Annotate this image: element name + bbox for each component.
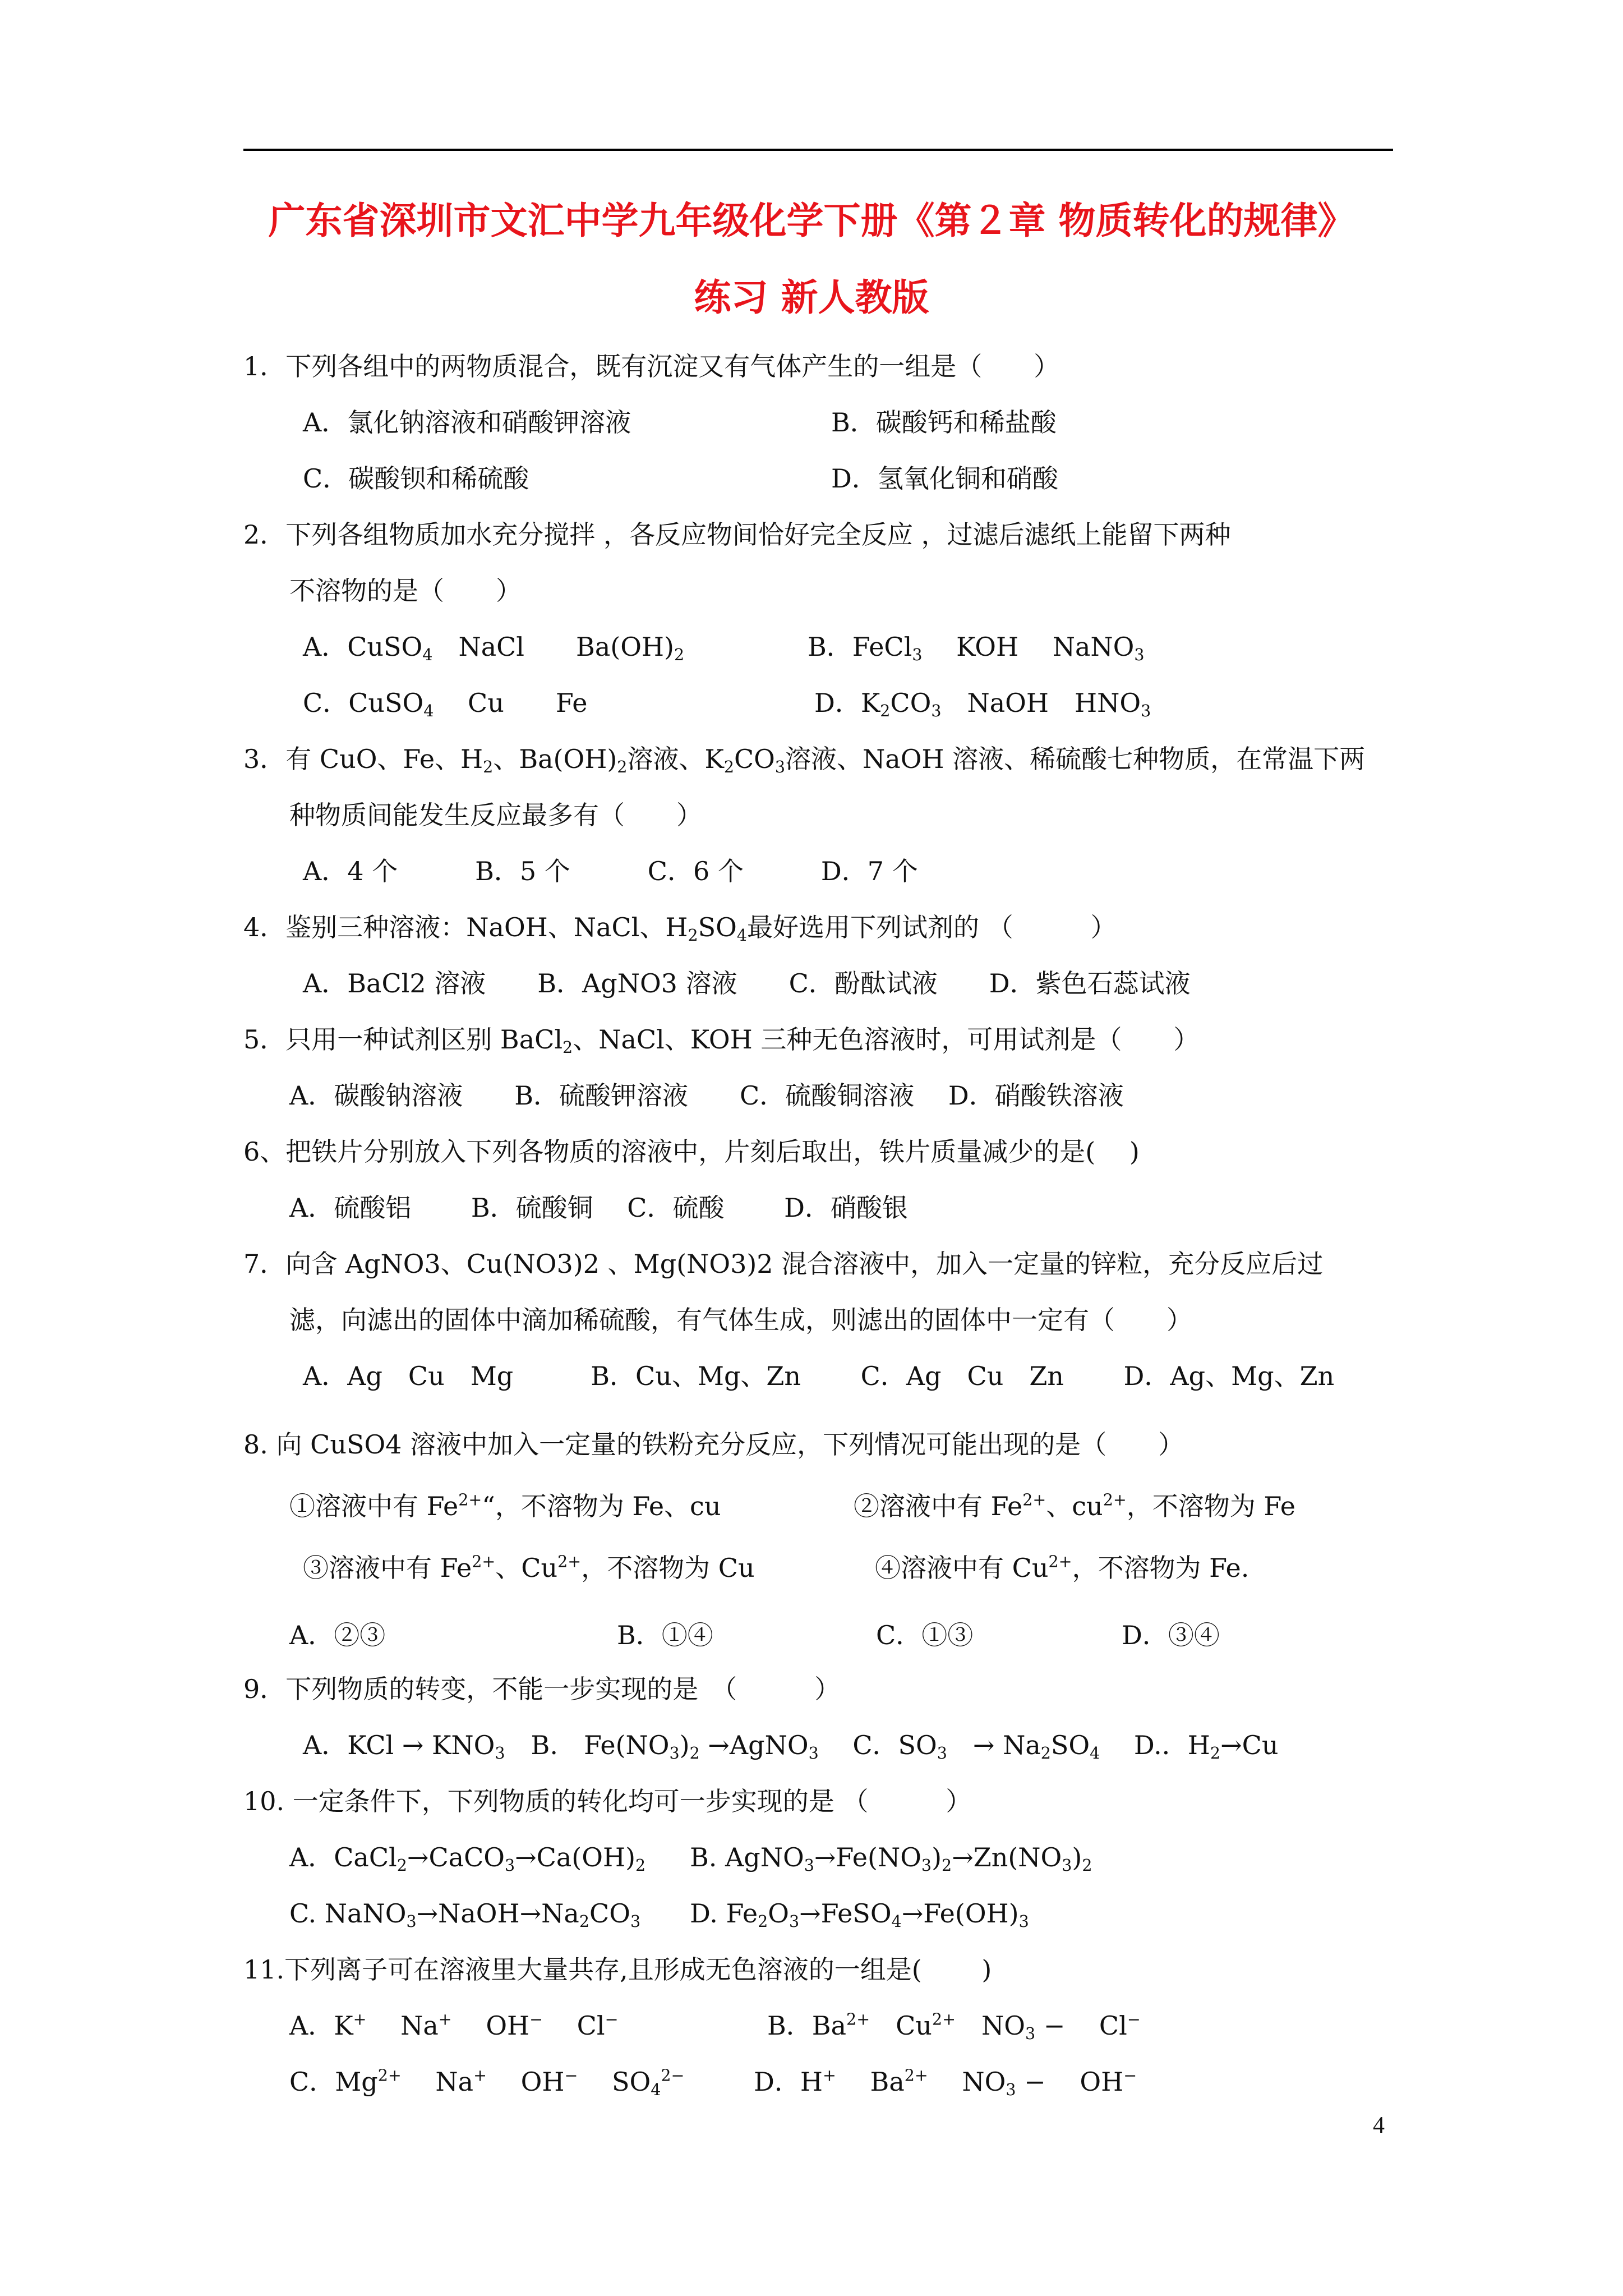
q10-option-c: C. $NaNO_3\to NaOH\to Na_2CO_3$ (289, 1898, 641, 1931)
q11-stem: 11.下列离子可在溶液里大量共存,且形成无色溶液的一组是( ) (243, 1954, 992, 1985)
q3-options: A．4 个 B．5 个 C．6 个 D．7 个 (303, 856, 918, 886)
q3-stem-line-2: 种物质间能发生反应最多有（ ） (289, 800, 702, 830)
q1-option-c: C．碳酸钡和稀硫酸 (303, 463, 529, 494)
q1-option-d: D．氢氧化铜和硝酸 (831, 463, 1058, 494)
q8-option-d: D．③④ (1122, 1620, 1220, 1650)
q10-option-b: B. $AgNO_3\to Fe(NO_3)_2\to Zn(NO_3)_2$ (690, 1842, 1092, 1875)
q6-stem: 6、把铁片分别放入下列各物质的溶液中，片刻后取出，铁片质量减少的是( ) (243, 1137, 1140, 1167)
q4-stem: 4．鉴别三种溶液：NaOH、NaCl、$H_2SO_4$最好选用下列试剂的 （ ） (243, 912, 1117, 945)
q8-option-a: A．②③ (289, 1620, 386, 1650)
q7-stem-line-2: 滤，向滤出的固体中滴加稀硫酸，有气体生成，则滤出的固体中一定有（ ） (289, 1305, 1192, 1335)
q7-stem-line-1: 7．向含 AgNO3、Cu(NO3)2 、Mg(NO3)2 混合溶液中，加入一定量的锌粒，充分反应后过 (243, 1249, 1324, 1279)
q11-option-d: D．H+ $Ba^{2+}$ $NO_3$ − OH− (754, 2066, 1137, 2099)
q8-statement-1: ①溶液中有 $Fe^{2+}“$，不溶物为 Fe、cu (289, 1490, 721, 1521)
q1-option-a: A．氯化钠溶液和硝酸钾溶液 (303, 407, 631, 438)
q10-stem: 10. 一定条件下，下列物质的转化均可一步实现的是 （ ） (243, 1786, 972, 1816)
q8-statement-2: ②溶液中有 $Fe^{2+}$、$cu^{2+}$，不溶物为 Fe (854, 1490, 1295, 1521)
q4-options: A．BaCl2 溶液 B．AgNO3 溶液 C．酚酞试液 D．紫色石蕊试液 (303, 968, 1191, 999)
q5-stem: 5．只用一种试剂区别 BaCl$_2$、NaCl、KOH 三种无色溶液时，可用试剂是（ ） (243, 1024, 1200, 1057)
q2-stem-line-2: 不溶物的是（ ） (289, 576, 522, 606)
q8-statement-4: ④溶液中有 $Cu^{2+}$，不溶物为 Fe. (875, 1552, 1249, 1583)
q1-stem: 1．下列各组中的两物质混合，既有沉淀又有气体产生的一组是（ ） (243, 351, 1060, 381)
q10-option-d: D. $Fe_2O_3\to FeSO_4\to Fe(OH)_3$ (690, 1898, 1029, 1931)
page-number: 4 (1373, 2113, 1385, 2138)
q3-stem-line-1: 3．有 CuO、Fe、$H_2$、$Ba(OH)_2$溶液、$K_2CO_3$溶液、NaOH 溶液、稀硫酸七种物质，在常温下两 (243, 744, 1366, 776)
q1-option-b: B．碳酸钙和稀盐酸 (831, 407, 1057, 438)
q5-options: A．碳酸钠溶液 B．硫酸钾溶液 C．硫酸铜溶液 D．硝酸铁溶液 (289, 1080, 1124, 1111)
q8-option-b: B．①④ (617, 1620, 713, 1650)
q7-options: A．Ag Cu Mg B．Cu、Mg、Zn C．Ag Cu Zn D．Ag、Mg、Zn (303, 1361, 1335, 1391)
q2-option-a: A．CuSO$_4$ NaCl $Ba(OH)_2$ (303, 632, 685, 664)
q10-option-a: A．$CaCl_2\to CaCO_3\to Ca(OH)_2$ (289, 1842, 646, 1875)
q11-option-a: A．K+ Na+ OH− Cl− (289, 2010, 619, 2041)
q9-stem: 9．下列物质的转变，不能一步实现的是 （ ） (243, 1674, 841, 1704)
q11-option-c: C．$Mg^{2+}$ Na+ OH− $SO_4^{2-}$ (289, 2066, 685, 2099)
q2-option-b: B．FeCl$_3$ KOH NaNO$_3$ (808, 632, 1145, 664)
q2-option-c: C．CuSO$_4$ Cu Fe (303, 688, 588, 720)
q2-option-d: D．$K_2CO_3$ NaOH $HNO_3$ (814, 688, 1151, 720)
q8-option-c: C．①③ (876, 1620, 974, 1650)
document-title-line-2: 练习 新人教版 (694, 275, 929, 319)
q6-options: A．硫酸铝 B．硫酸铜 C．硫酸 D．硝酸银 (289, 1193, 908, 1223)
q8-stem: 8. 向 CuSO4 溶液中加入一定量的铁粉充分反应，下列情况可能出现的是（ ） (243, 1429, 1184, 1460)
header-rule (243, 149, 1393, 151)
document-title-line-1: 广东省深圳市文汇中学九年级化学下册《第２章 物质转化的规律》 (268, 199, 1355, 242)
q2-stem-line-1: 2．下列各组物质加水充分搅拌 ，各反应物间恰好完全反应 ，过滤后滤纸上能留下两种 (243, 519, 1231, 550)
q9-options: A．KCl → $KNO_3$ B. $Fe(NO_3)_2$ →AgNO$_3$ C．$SO_3$ → $Na_2SO_4$ D.．$H_2\to Cu$ (303, 1730, 1279, 1763)
q8-statement-3: ③溶液中有 $Fe^{2+}$、$Cu^{2+}$，不溶物为 Cu (303, 1552, 755, 1583)
q11-option-b: B．$Ba^{2+}$ $Cu^{2+}$ $NO_3$ − Cl− (767, 2010, 1141, 2043)
